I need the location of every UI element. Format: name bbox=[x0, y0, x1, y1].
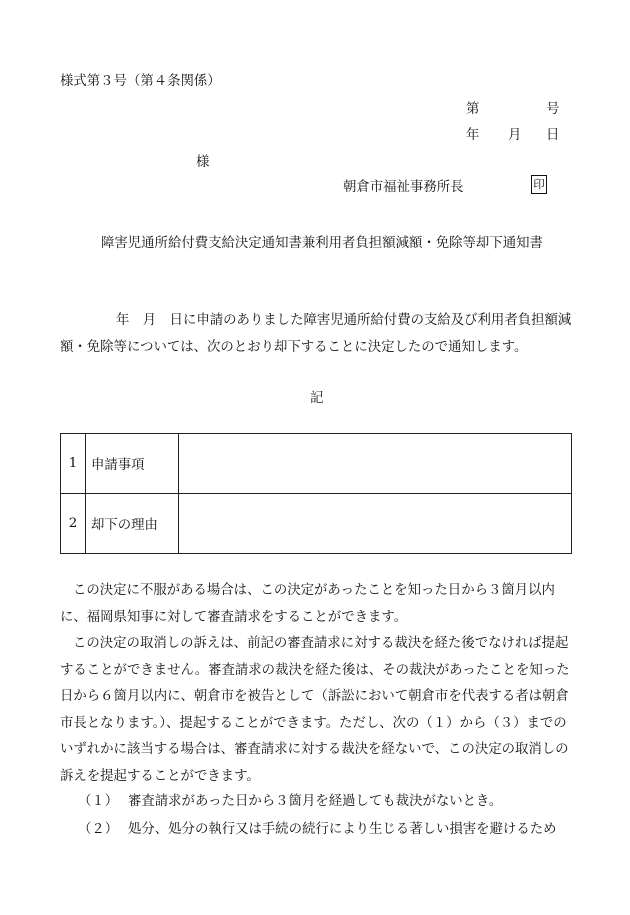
list-item-text: 処分、処分の執行又は手続の続行により生じる著しい損害を避けるため bbox=[128, 822, 557, 837]
row-number: 2 bbox=[61, 494, 86, 554]
seal-mark: 印 bbox=[531, 175, 547, 194]
list-item-text: 審査請求があった日から３箇月を経過しても裁決がないとき。 bbox=[128, 794, 503, 809]
intro-paragraph: 年 月 日に申請のありました障害児通所給付費の支給及び利用者負担額減額・免除等については、次のとおり却下することに決定したので通知します。 bbox=[60, 313, 572, 355]
items-table bbox=[60, 433, 572, 554]
row-value bbox=[179, 494, 572, 554]
date-year-label: 年 bbox=[466, 128, 480, 143]
lawsuit-notice-paragraph: この決定の取消しの訴えは、前記の審査請求に対する裁決を経た後でなければ提起することができません。審査請求の裁決を経た後は、その裁決があったことを知った日から６箇月以内に、朝倉市を被告として（訴訟において朝倉市を代表する者は朝倉市長となります。）、提起することができます。ただし、次の（１）から（３）までのいずれかに該当する場合は、審査請求に対する裁決を経ないで、この決定の取消しの訴えを提起することができます。 bbox=[60, 636, 570, 784]
row-label: 却下の理由 bbox=[86, 494, 179, 554]
table-row bbox=[61, 494, 572, 554]
row-value bbox=[179, 434, 572, 494]
appeal-notice-paragraph: この決定に不服がある場合は、この決定があったことを知った日から３箇月以内に、福岡県知事に対して審査請求をすることができます。 bbox=[60, 583, 555, 625]
list-item-number: （１） bbox=[78, 794, 119, 809]
recipient-honorific: 様 bbox=[196, 155, 210, 170]
form-number: 様式第３号（第４条関係） bbox=[60, 74, 221, 89]
list-item bbox=[78, 790, 572, 809]
issuer-name: 朝倉市福祉事務所長 bbox=[343, 180, 464, 195]
row-label: 申請事項 bbox=[86, 434, 179, 494]
list-item-number: （２） bbox=[78, 822, 119, 837]
document-number-prefix: 第 bbox=[466, 102, 480, 117]
row-number: 1 bbox=[61, 434, 86, 494]
date-day-label: 日 bbox=[546, 128, 560, 143]
date-month-label: 月 bbox=[508, 128, 522, 143]
document-title: 障害児通所給付費支給決定通知書兼利用者負担額減額・免除等却下通知書 bbox=[101, 236, 543, 251]
list-item bbox=[78, 818, 572, 837]
document-number-suffix: 号 bbox=[546, 102, 560, 117]
table-row bbox=[61, 434, 572, 494]
ki-heading: 記 bbox=[310, 391, 324, 406]
